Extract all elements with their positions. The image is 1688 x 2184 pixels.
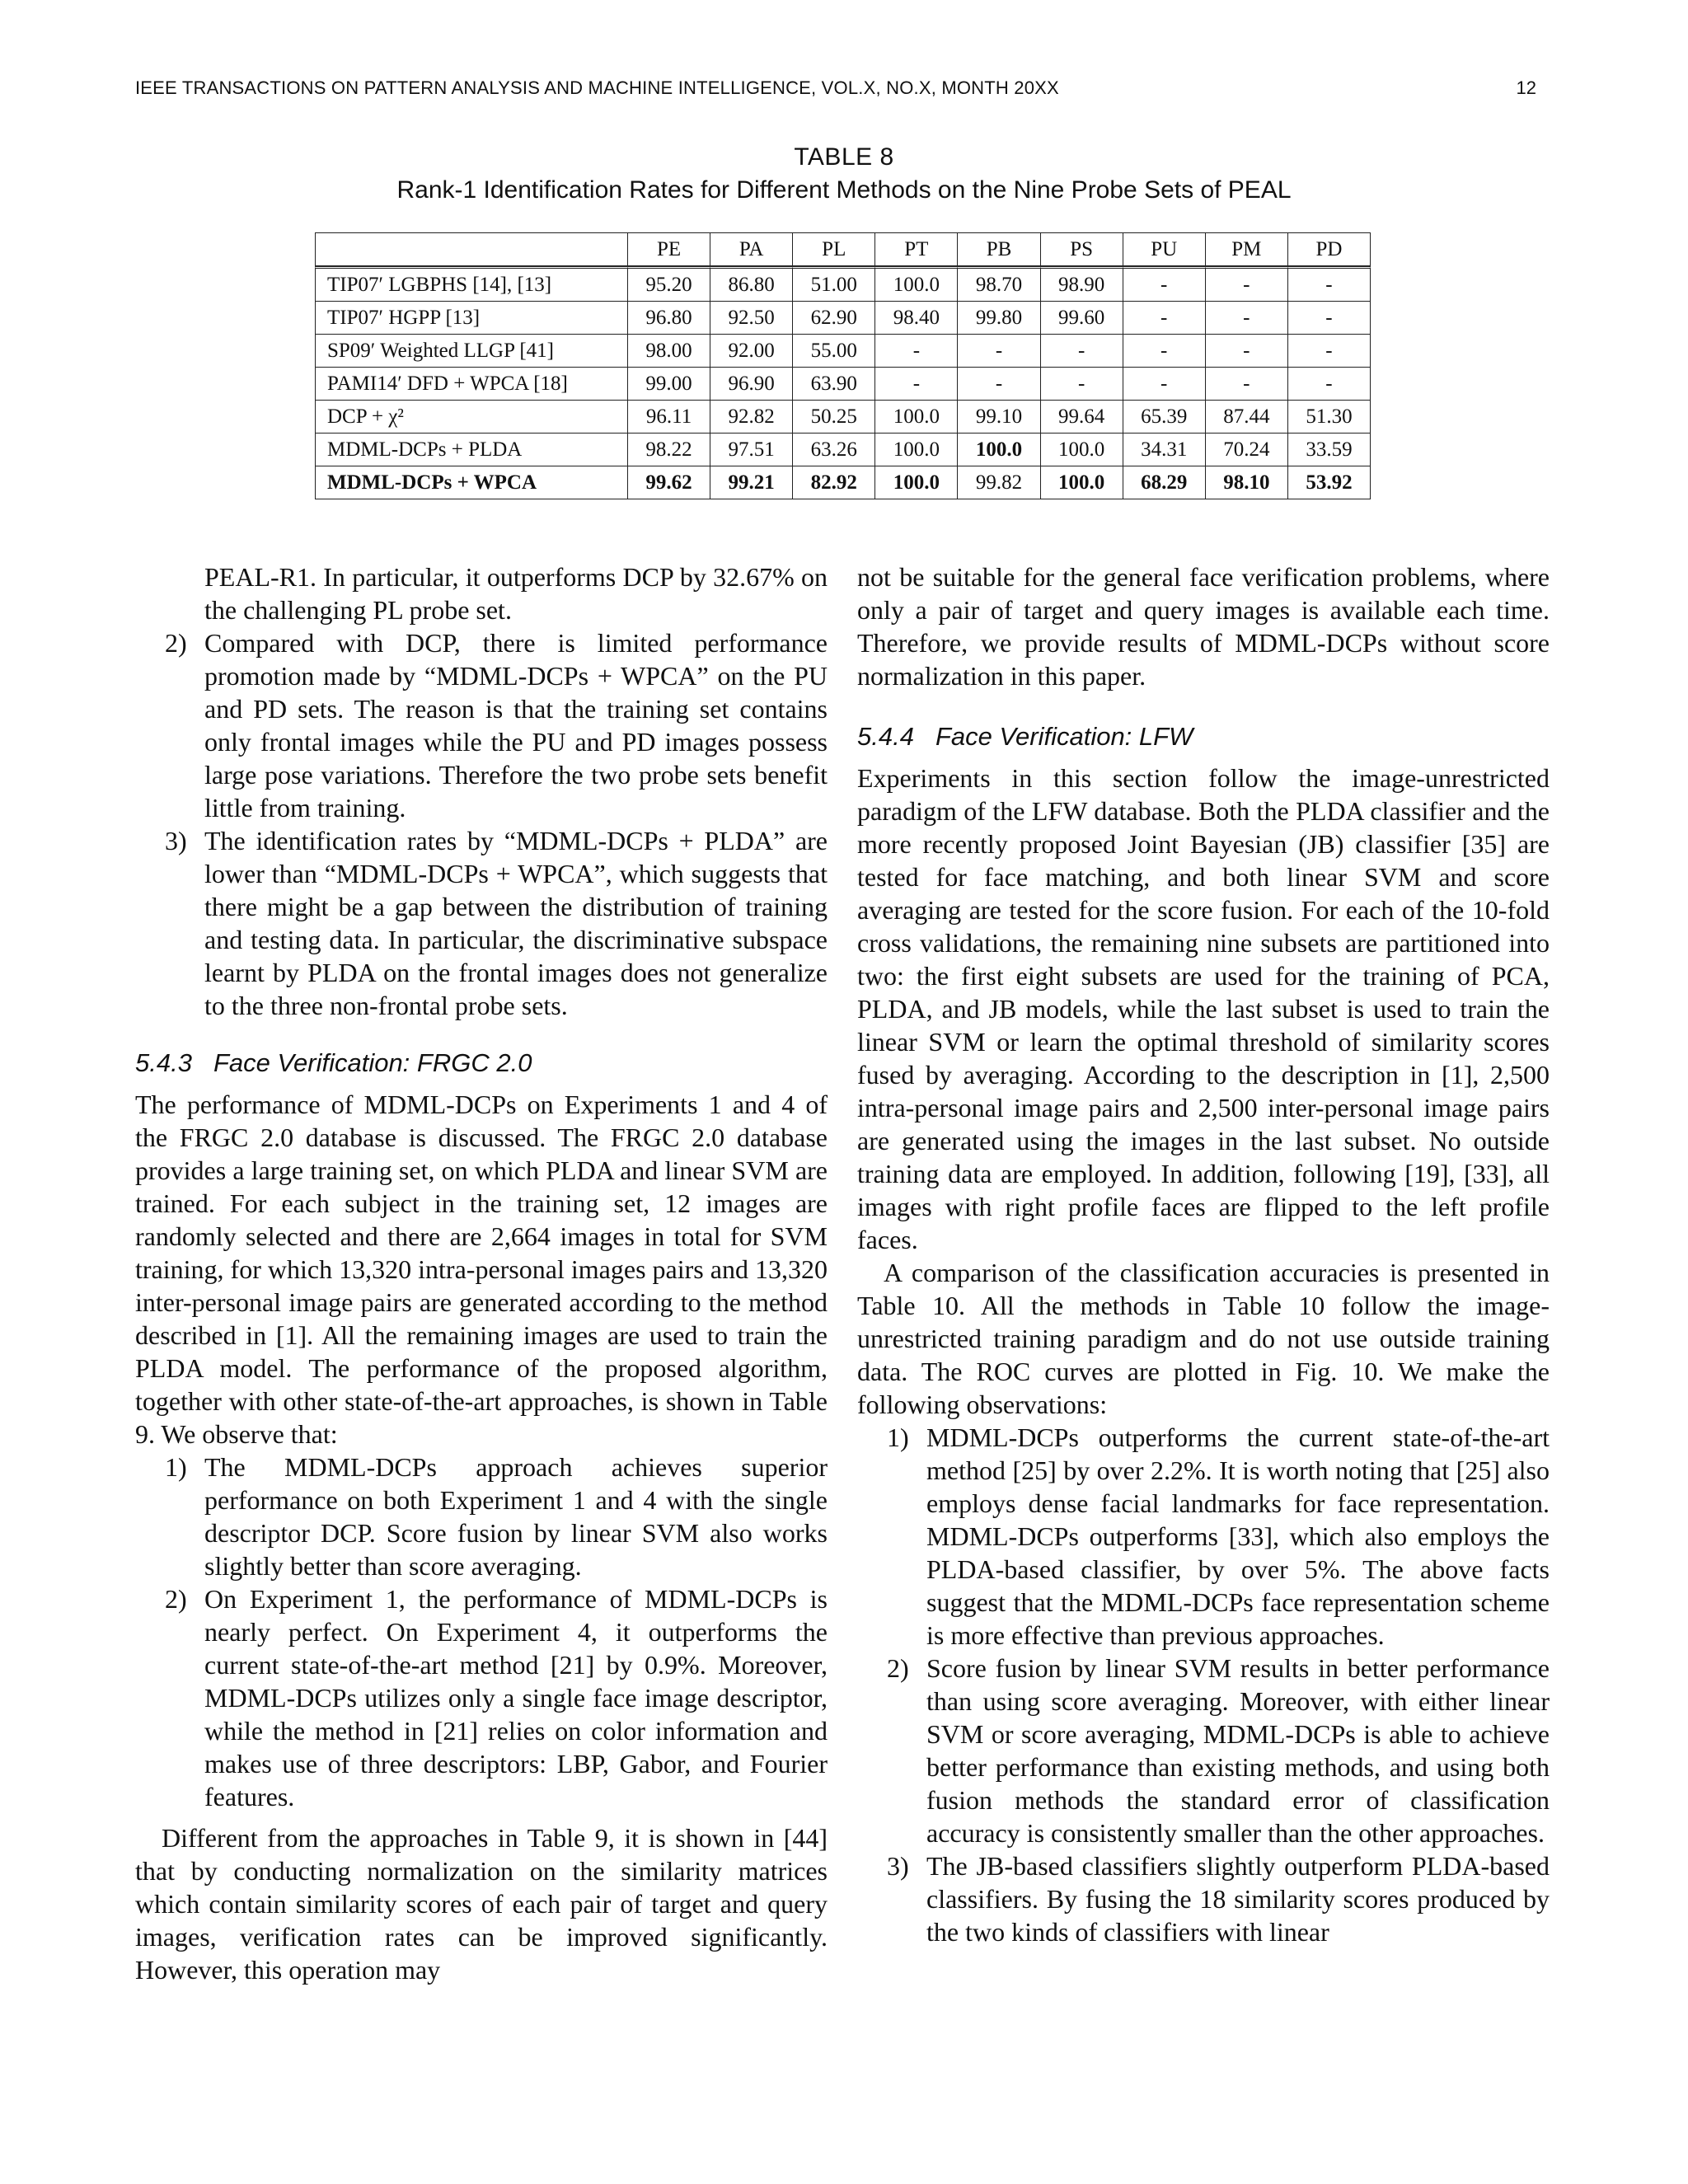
value-cell: 99.60 [1041,302,1123,335]
value-cell: 92.82 [710,401,793,434]
page-number: 12 [1516,77,1536,98]
value-cell: 98.00 [628,335,710,368]
value-cell: 99.00 [628,368,710,401]
body-paragraph: The performance of MDML-DCPs on Experiments 1 and 4 of the FRGC 2.0 database is discussed. The FRGC 2.0 database provides a large training set, on which PLDA and linear SVM are trained. For each subject in the training set, 12 images are randomly selected and there are 2,664 images in total for SVM training, for which 13,320 intra-personal images pairs and 13,320 inter-personal image pairs are generated according to the method described in [1]. All the remaining images are used to train the PLDA model. The performance of the proposed algorithm, together with other state-of-the-art approaches, is shown in Table 9. We observe that: [135,1090,828,1449]
header-cell-pu: PU [1123,232,1206,266]
list-item-text: MDML-DCPs outperforms the current state-of-the-art method [25] by over 2.2%. It is worth noting that [25] also employs dense facial landmarks for face representation. MDML-DCPs outperforms [33], which also employs the PLDA-based classifier, by over 5%. The above facts suggest that the MDML-DCPs face representation scheme is more effective than previous approaches. [926,1422,1550,1650]
table-row [315,434,1371,466]
list-item-text: Compared with DCP, there is limited performance promotion made by “MDML-DCPs + WPCA” on the PU and PD sets. The reason is that the training set contains only frontal images while the PU and PD images possess large pose variations. Therefore the two probe sets benefit little from training. [204,628,828,823]
value-cell: 100.0 [875,466,958,499]
value-cell: 86.80 [710,266,793,302]
value-cell: - [875,335,958,368]
list-item [135,1582,828,1813]
value-cell: 63.90 [793,368,875,401]
body-paragraph: not be suitable for the general face verification problems, where only a pair of target and query images is available each time. Therefore, we provide results of MDML-DCPs without score normalization in this paper. [857,562,1550,691]
section-heading [135,1047,828,1080]
value-cell: - [1123,368,1206,401]
value-cell: 98.70 [958,266,1040,302]
body-paragraph: Experiments in this section follow the image-unrestricted paradigm of the LFW database. Both the PLDA classifier and the more recently proposed Joint Bayesian (JB) classifier [35] are tested for face matching, and both linear SVM and score averaging are tested for the score fusion. For each of the 10-fold cross validations, the remaining nine subsets are partitioned into two: the first eight subsets are used for the training of PCA, PLDA, and JB models, while the last subset is used to train the linear SVM or learn the optimal threshold of similarity scores fused by averaging. According to the description in [1], 2,500 intra-personal image pairs and 2,500 inter-personal image pairs are generated using the images in the last subset. No outside training data are employed. In addition, following [19], [33], all images with right profile faces are flipped to the left profile faces. [857,763,1550,1254]
table-row [315,466,1371,499]
value-cell: 99.64 [1041,401,1123,434]
list-item-continuation: PEAL-R1. In particular, it outperforms DCP by 32.67% on the challenging PL probe set. [204,562,828,625]
section-title: Face Verification: FRGC 2.0 [213,1048,532,1077]
table-row [315,335,1371,368]
header-cell-pt: PT [875,232,958,266]
value-cell: 99.80 [958,302,1040,335]
list-number: 1) [887,1422,909,1452]
value-cell: 99.62 [628,466,710,499]
body-paragraph: Different from the approaches in Table 9, it is shown in [44] that by conducting normalization on the similarity matrices which contain similarity scores of each pair of target and query images, verification rates can be improved significantly. However, this operation may [135,1823,828,1985]
table-row [315,401,1371,434]
list-item [135,626,828,824]
value-cell: - [1123,302,1206,335]
right-column [857,560,1550,1948]
value-cell: 100.0 [958,434,1040,466]
value-cell: 98.22 [628,434,710,466]
value-cell: 100.0 [875,401,958,434]
running-header [135,77,1536,105]
method-cell: MDML-DCPs + PLDA [315,434,628,466]
list-number: 1) [165,1452,187,1482]
value-cell: - [1123,266,1206,302]
value-cell: 98.40 [875,302,958,335]
section-title: Face Verification: LFW [935,722,1193,751]
list-item [857,1849,1550,1948]
value-cell: - [1288,368,1371,401]
header-cell-pd: PD [1288,232,1371,266]
table-number: TABLE 8 [794,143,894,171]
value-cell: 99.10 [958,401,1040,434]
list-number: 2) [887,1653,909,1683]
value-cell: - [958,368,1040,401]
left-column [135,560,828,1986]
list-number: 3) [165,826,187,855]
table-caption [0,142,1688,208]
value-cell: 51.00 [793,266,875,302]
value-cell: 50.25 [793,401,875,434]
value-cell: - [1041,335,1123,368]
value-cell: 100.0 [875,434,958,466]
method-cell: MDML-DCPs + WPCA [315,466,628,499]
value-cell: 53.92 [1288,466,1371,499]
method-cell: TIP07′ HGPP [13] [315,302,628,335]
value-cell: 99.82 [958,466,1040,499]
list-item-text: The MDML-DCPs approach achieves superior performance on both Experiment 1 and 4 with the single descriptor DCP. Score fusion by linear SVM also works slightly better than score averaging. [204,1452,828,1581]
value-cell: 100.0 [875,266,958,302]
value-cell: 100.0 [1041,434,1123,466]
header-cell-ps: PS [1041,232,1123,266]
observation-list [135,626,828,1022]
value-cell: 65.39 [1123,401,1206,434]
observation-list [857,1421,1550,1948]
value-cell: 92.50 [710,302,793,335]
value-cell: 99.21 [710,466,793,499]
value-cell: - [1206,368,1288,401]
value-cell: 98.90 [1041,266,1123,302]
value-cell: 68.29 [1123,466,1206,499]
table-header-row [315,232,1371,266]
list-item-text: The identification rates by “MDML-DCPs + PLDA” are lower than “MDML-DCPs + WPCA”, which suggests that there might be a gap between the distribution of training and testing data. In particular, the discriminative subspace learnt by PLDA on the frontal images does not generalize to the three non-frontal probe sets. [204,826,828,1020]
value-cell: 96.80 [628,302,710,335]
header-cell-pe: PE [628,232,710,266]
spacer [135,1813,828,1821]
table-row [315,302,1371,335]
list-item [135,824,828,1022]
table-row [315,266,1371,302]
method-cell: TIP07′ LGBPHS [14], [13] [315,266,628,302]
value-cell: - [1288,302,1371,335]
body-paragraph: A comparison of the classification accuracies is presented in Table 10. All the methods in Table 10 follow the image-unrestricted training paradigm and do not use outside training data. The ROC curves are plotted in Fig. 10. We make the following observations: [857,1258,1550,1419]
value-cell: 62.90 [793,302,875,335]
value-cell: 63.26 [793,434,875,466]
list-number: 3) [887,1851,909,1881]
header-cell-pl: PL [793,232,875,266]
list-item-text: Score fusion by linear SVM results in better performance than using score averaging. Moreover, with either linear SVM or score averaging, MDML-DCPs is able to achieve better performance than existing methods, and using both fusion methods the standard error of classification accuracy is consistently smaller than the other approaches. [926,1653,1550,1848]
value-cell: 55.00 [793,335,875,368]
journal-title: IEEE TRANSACTIONS ON PATTERN ANALYSIS AND MACHINE INTELLIGENCE, VOL.X, NO.X, MONTH 20XX [135,77,1059,98]
header-cell-pa: PA [710,232,793,266]
value-cell: 97.51 [710,434,793,466]
results-table [315,232,1371,499]
header-cell-pb: PB [958,232,1040,266]
value-cell: - [1206,335,1288,368]
method-cell: SP09′ Weighted LLGP [41] [315,335,628,368]
list-item [857,1421,1550,1652]
value-cell: 98.10 [1206,466,1288,499]
observation-list [135,1451,828,1813]
header-cell-pm: PM [1206,232,1288,266]
section-number: 5.4.4 [857,722,914,751]
value-cell: - [1123,335,1206,368]
value-cell: 100.0 [1041,466,1123,499]
value-cell: 96.11 [628,401,710,434]
value-cell: 34.31 [1123,434,1206,466]
table-title: Rank-1 Identification Rates for Different Methods on the Nine Probe Sets of PEAL [396,176,1292,204]
list-number: 2) [165,628,187,658]
value-cell: 70.24 [1206,434,1288,466]
method-cell: PAMI14′ DFD + WPCA [18] [315,368,628,401]
header-cell-method [315,232,628,266]
value-cell: - [1041,368,1123,401]
method-cell: DCP + χ² [315,401,628,434]
value-cell: - [1288,335,1371,368]
section-heading [857,720,1550,753]
value-cell: 51.30 [1288,401,1371,434]
value-cell: - [1206,266,1288,302]
list-item [857,1652,1550,1849]
value-cell: - [875,368,958,401]
value-cell: - [1206,302,1288,335]
list-item [135,1451,828,1582]
value-cell: 92.00 [710,335,793,368]
table-row [315,368,1371,401]
value-cell: 87.44 [1206,401,1288,434]
value-cell: 33.59 [1288,434,1371,466]
list-item-text: The JB-based classifiers slightly outperform PLDA-based classifiers. By fusing the 18 similarity scores produced by the two kinds of classifiers with linear [926,1851,1550,1947]
value-cell: 82.92 [793,466,875,499]
value-cell: 96.90 [710,368,793,401]
list-item-text: On Experiment 1, the performance of MDML-DCPs is nearly perfect. On Experiment 4, it outperforms the current state-of-the-art method [21] by 0.9%. Moreover, MDML-DCPs utilizes only a single face image descriptor, while the method in [21] relies on color information and makes use of three descriptors: LBP, Gabor, and Fourier features. [204,1584,828,1811]
list-number: 2) [165,1584,187,1614]
section-number: 5.4.3 [135,1048,192,1077]
value-cell: - [1288,266,1371,302]
value-cell: - [958,335,1040,368]
value-cell: 95.20 [628,266,710,302]
